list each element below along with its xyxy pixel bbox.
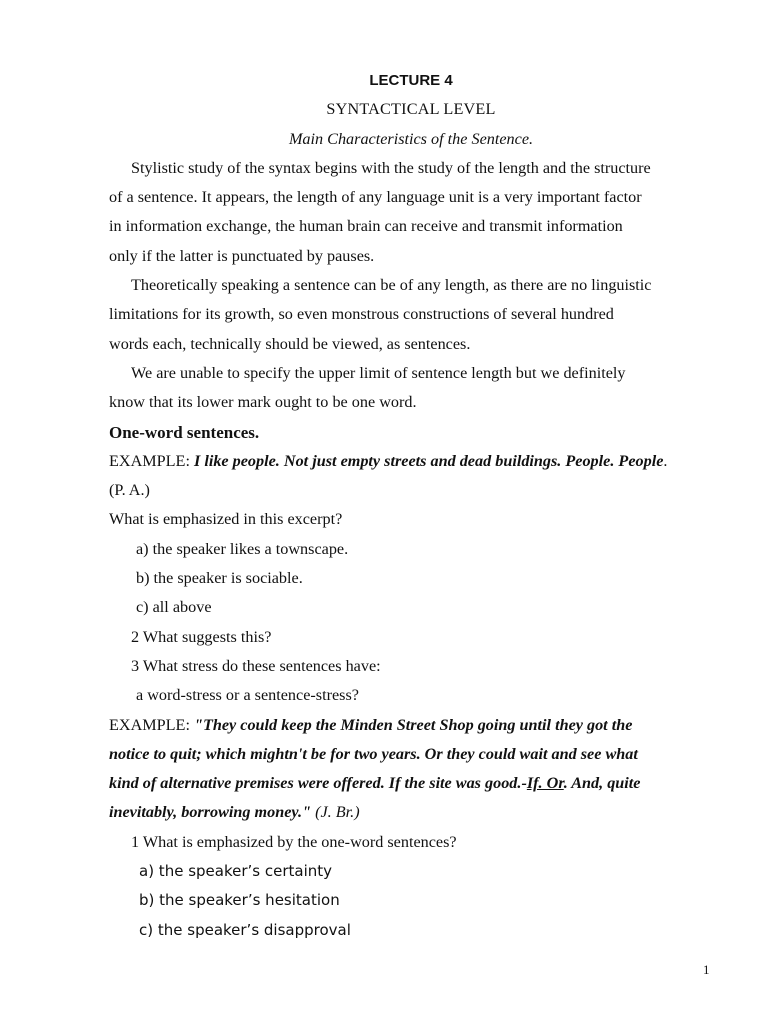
text-line: Stylistic study of the syntax begins with the study of the length and the structure [131,158,651,177]
quote-fragment: inevitably, borrowing money." [109,803,312,822]
question: 3 What stress do these sentences have: [131,656,381,675]
example-source: (P. A.) [109,481,150,500]
answer-option: b) the speaker is sociable. [136,569,303,588]
example-quote: "They could keep the Minden Street Shop going until they got the [193,715,633,734]
text-line: We are unable to specify the upper limit of sentence length but we definitely [131,363,626,382]
answer-option: c) all above [136,598,212,617]
example-end: . [663,451,668,470]
lecture-title: SYNTACTICAL LEVEL [326,100,496,119]
example-label: EXAMPLE: [109,715,194,734]
quote-underlined: If. Or [526,774,564,793]
example-2 [109,711,713,740]
lecture-number: LECTURE 4 [369,72,453,89]
answer-option: c) the speaker’s disapproval [139,920,351,939]
question-continuation: a word-stress or a sentence-stress? [136,686,359,705]
question: 1 What is emphasized by the one-word sentences? [131,832,457,851]
example-source: (J. Br.) [311,803,360,822]
text-line: of a sentence. It appears, the length of any language unit is a very important factor [109,188,642,207]
question: What is emphasized in this excerpt? [109,510,343,529]
quote-fragment: . And, quite [563,774,641,793]
text-line: Theoretically speaking a sentence can be of any length, as there are no linguistic [131,276,652,295]
example-1 [109,447,713,476]
paragraph-lower-limit [109,359,713,418]
example-quote: I like people. Not just empty streets and dead buildings. People. People [193,451,664,470]
document-page [109,66,713,945]
text-line: in information exchange, the human brain can receive and transmit information [109,217,623,236]
example-quote-line [109,798,713,827]
answer-option: a) the speaker’s certainty [139,862,333,881]
question: 2 What suggests this? [131,627,272,646]
text-line: words each, technically should be viewed, as sentences. [109,334,471,353]
quote-fragment: kind of alternative premises were offered. If the site was good.- [109,774,527,793]
answer-option: a) the speaker likes a townscape. [136,539,349,558]
example-quote-line [109,769,713,798]
text-line: know that its lower mark ought to be one word. [109,393,417,412]
answer-option: b) the speaker’s hesitation [139,891,340,910]
paragraph-sentence-length [109,271,713,359]
text-line: only if the latter is punctuated by pauses. [109,246,375,265]
example-label: EXAMPLE: [109,451,194,470]
example-quote-line: notice to quit; which mightn't be for two years. Or they could wait and see what [109,744,638,763]
paragraph-syntax-length [109,154,713,271]
text-line: limitations for its growth, so even monstrous constructions of several hundred [109,305,614,324]
lecture-subtitle: Main Characteristics of the Sentence. [288,129,534,148]
section-heading: One-word sentences. [109,422,260,442]
page-number: 1 [703,962,710,977]
